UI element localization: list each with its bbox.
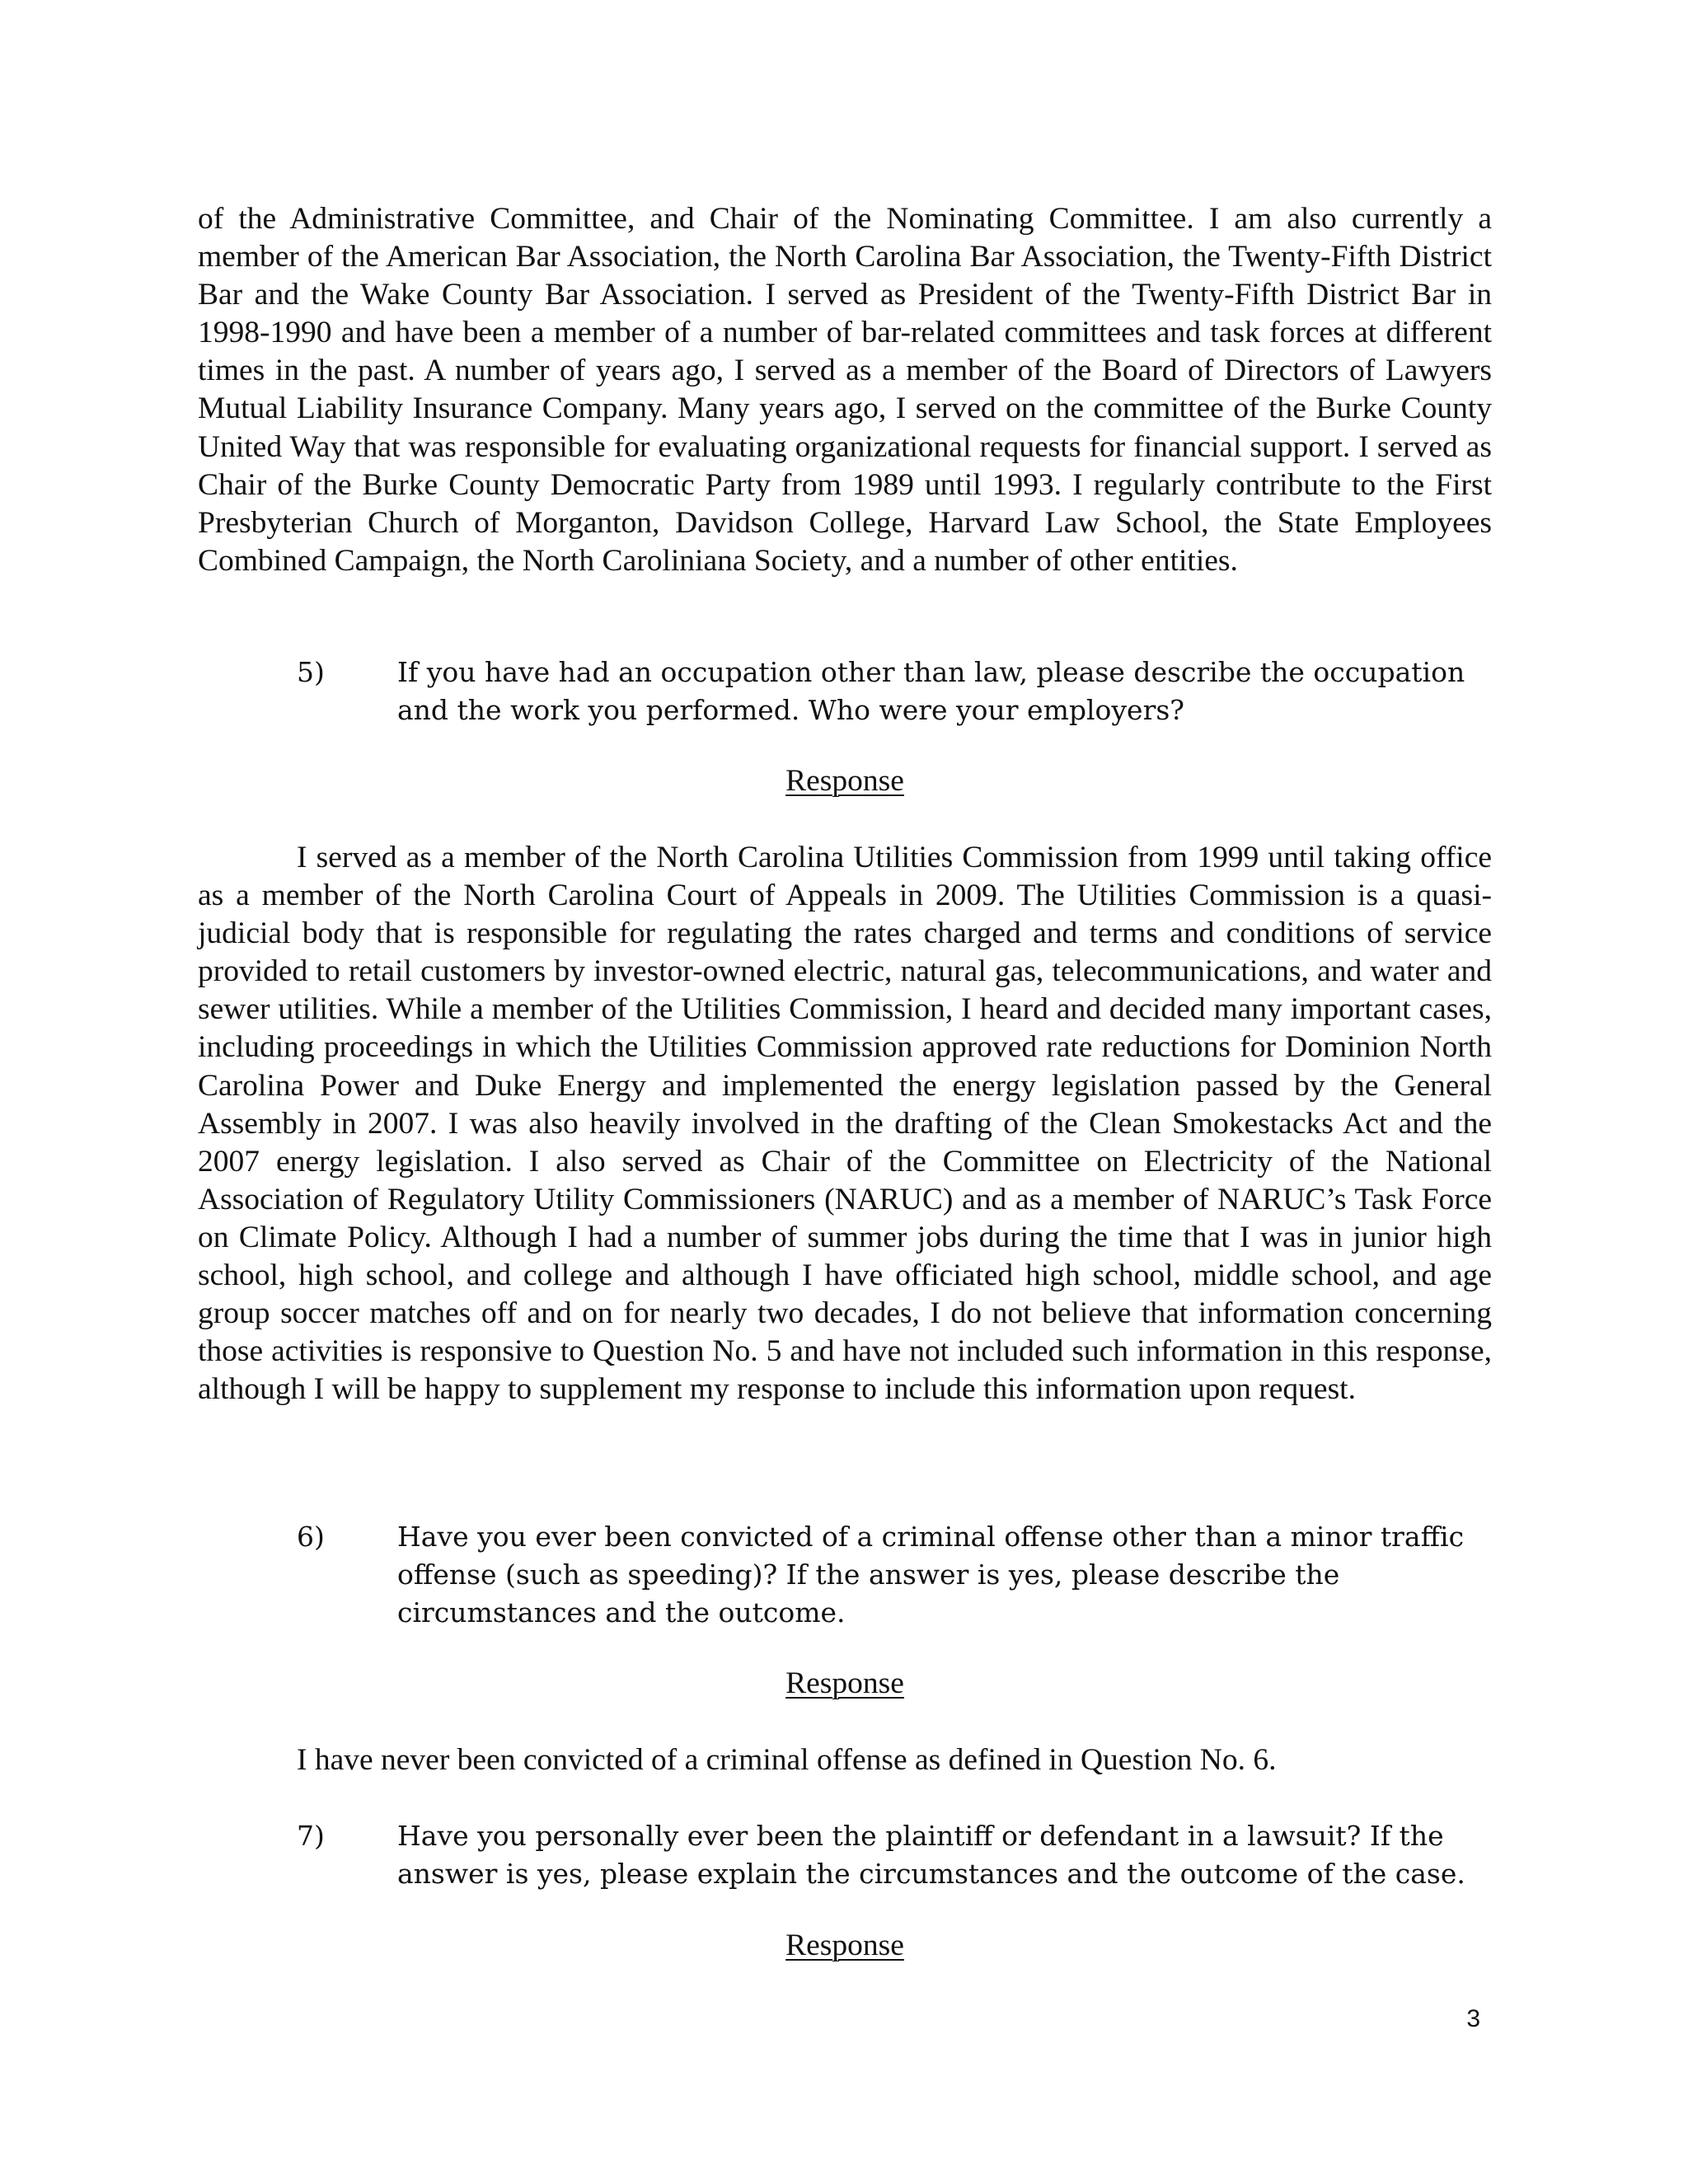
page-number: 3 xyxy=(1466,2005,1480,2032)
question-5 xyxy=(297,654,1493,729)
paragraph-criminal-response: I have never been convicted of a criminal offense as defined in Question No. 6. xyxy=(297,1743,1277,1777)
question-text: Have you personally ever been the plaintiff or defendant in a lawsuit? If the answer is yes, please explain the circumstances and the outcome of the case. xyxy=(397,1820,1465,1890)
response-heading-text: Response xyxy=(785,1666,904,1700)
response-heading-5 xyxy=(198,762,1492,800)
question-number: 7) xyxy=(297,1820,325,1852)
response-heading-text: Response xyxy=(785,764,904,798)
question-text: If you have had an occupation other than law, please describe the occupation and the work you performed. Who were your employers? xyxy=(397,656,1465,726)
question-number: 5) xyxy=(297,656,325,688)
question-number: 6) xyxy=(297,1521,325,1553)
response-heading-6 xyxy=(198,1665,1492,1703)
question-6 xyxy=(297,1518,1493,1632)
question-text: Have you ever been convicted of a criminal offense other than a minor traffic offense (such as speeding)? If the answer is yes, please describe the circumstances and the outcome. xyxy=(397,1521,1465,1629)
question-7 xyxy=(297,1817,1493,1893)
response-heading-7 xyxy=(198,1927,1492,1965)
paragraph-occupation-response: I served as a member of the North Carolina Utilities Commission from 1999 until taking office as a member of the North Carolina Court of Appeals in 2009. The Utilities Commission is a quasi-judicial body that is responsible for regulating the rates charged and terms and conditions of service provided to retail customers by investor-owned electric, natural gas, telecommunications, and water and sewer utilities. While a member of the Utilities Commission, I heard and decided many important cases, including proceedings in which the Utilities Commission approved rate reductions for Dominion North Carolina Power and Duke Energy and implemented the energy legislation passed by the General Assembly in 2007. I was also heavily involved in the drafting of the Clean Smokestacks Act and the 2007 energy legislation. I also served as Chair of the Committee on Electricity of the National Association of Regulatory Utility Commissioners (NARUC) and as a member of NARUC’s Task Force on Climate Policy. Although I had a number of summer jobs during the time that I was in junior high school, high school, and college and although I have officiated high school, middle school, and age group soccer matches off and on for nearly two decades, I do not believe that information concerning those activities is responsive to Question No. 5 and have not included such information in this response, although I will be happy to supplement my response to include this information upon request. xyxy=(198,841,1492,1407)
response-heading-text: Response xyxy=(785,1929,904,1962)
paragraph-affiliations: of the Administrative Committee, and Chair of the Nominating Committee. I am also currently a member of the American Bar Association, the North Carolina Bar Association, the Twenty-Fifth District Bar and the Wake County Bar Association. I served as President of the Twenty-Fifth District Bar in 1998-1990 and have been a member of a number of bar-related committees and task forces at different times in the past. A number of years ago, I served as a member of the Board of Directors of Lawyers Mutual Liability Insurance Company. Many years ago, I served on the committee of the Burke County United Way that was responsible for evaluating organizational requests for financial support. I served as Chair of the Burke County Democratic Party from 1989 until 1993. I regularly contribute to the First Presbyterian Church of Morganton, Davidson College, Harvard Law School, the State Employees Combined Campaign, the North Caroliniana Society, and a number of other entities. xyxy=(198,202,1492,578)
